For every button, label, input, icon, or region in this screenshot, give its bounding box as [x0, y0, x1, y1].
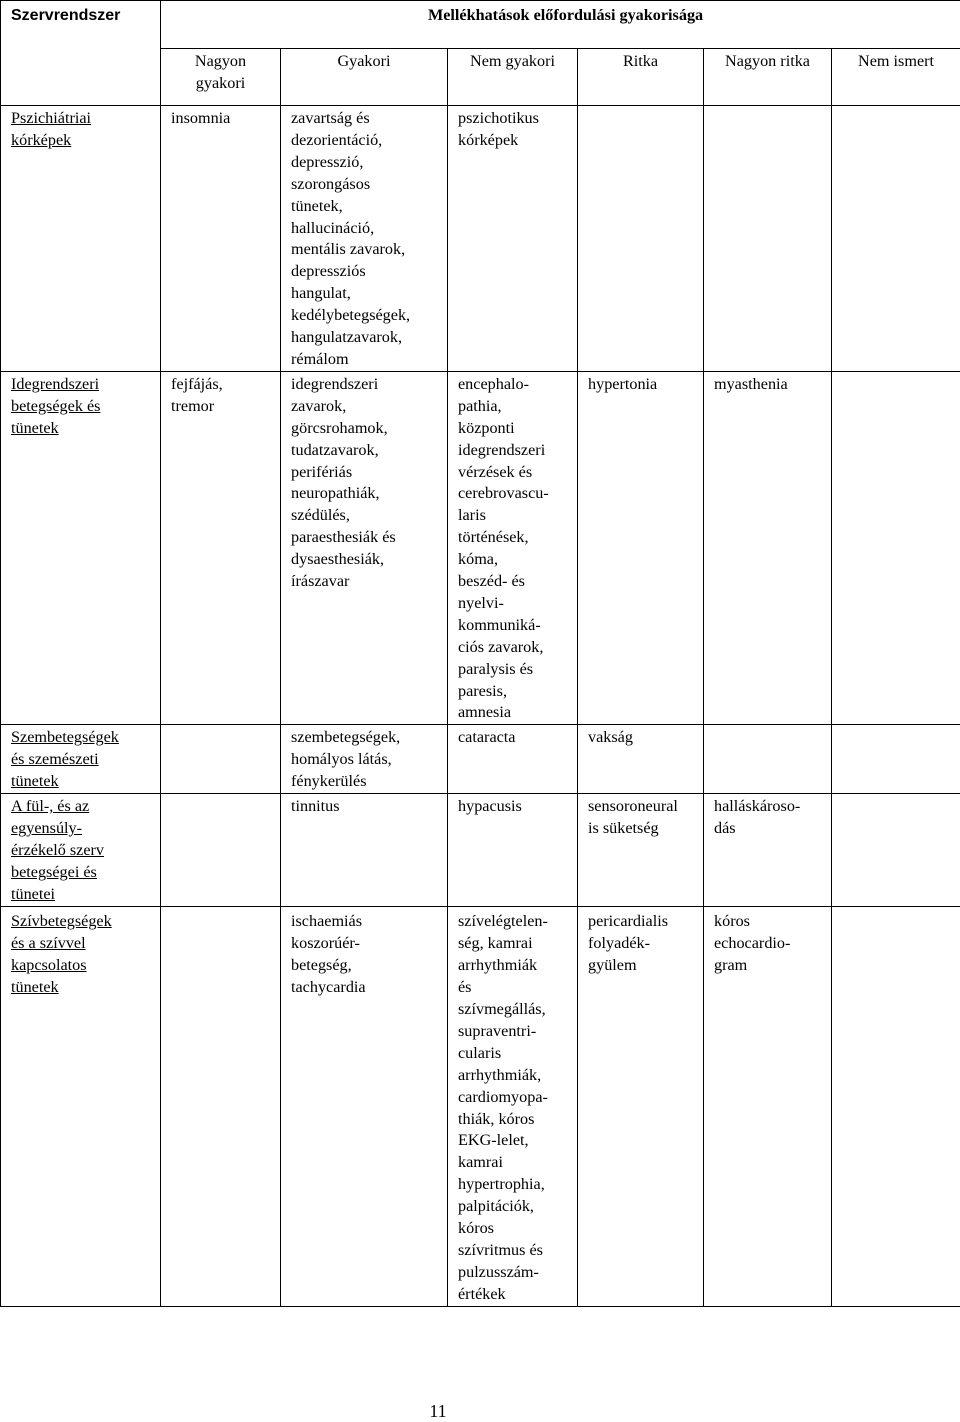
col-header-very-rare: Nagyon ritka — [704, 49, 832, 106]
cell-rare — [578, 106, 704, 372]
table-row — [1, 794, 960, 907]
cell-uncommon: pszichotikus kórképek — [448, 106, 578, 372]
cell-very-rare: halláskároso- dás — [704, 794, 832, 907]
system-header-spacer — [1, 49, 161, 106]
cell-rare: pericardialis folyadék- gyülem — [578, 907, 704, 1306]
cell-rare: vakság — [578, 725, 704, 794]
cell-very-common: insomnia — [161, 106, 281, 372]
table-row — [1, 106, 960, 372]
col-header-unknown: Nem ismert — [832, 49, 960, 106]
system-cell: Szembetegségek és szemészeti tünetek — [1, 725, 161, 794]
cell-uncommon: szívelégtelen- ség, kamrai arrhythmiák és szívmegállás, supraventri- cularis arrhythmiák, cardiomyopa- thiák, kóros EKG-lelet, kamrai hypertrophia, palpitációk, kóros szívritmus és pulzusszám- értékek — [448, 907, 578, 1306]
cell-unknown — [832, 725, 960, 794]
cell-very-common — [161, 725, 281, 794]
system-column-header: Szervrendszer — [1, 1, 161, 49]
cell-rare: sensoroneural is süketség — [578, 794, 704, 907]
cell-common: szembetegségek, homályos látás, fénykerülés — [281, 725, 448, 794]
system-cell: Idegrendszeri betegségek és tünetek — [1, 371, 161, 725]
cell-unknown — [832, 794, 960, 907]
cell-very-rare: myasthenia — [704, 371, 832, 725]
cell-very-common — [161, 794, 281, 907]
cell-very-common — [161, 907, 281, 1306]
col-header-uncommon: Nem gyakori — [448, 49, 578, 106]
table-row — [1, 371, 960, 725]
system-cell: Szívbetegségek és a szívvel kapcsolatos tünetek — [1, 907, 161, 1306]
table-row — [1, 725, 960, 794]
frequency-header: Mellékhatások előfordulási gyakorisága — [161, 1, 960, 49]
cell-rare: hypertonia — [578, 371, 704, 725]
page-number: 11 — [0, 1400, 918, 1422]
col-header-rare: Ritka — [578, 49, 704, 106]
cell-common: tinnitus — [281, 794, 448, 907]
cell-uncommon: encephalo- pathia, központi idegrendszeri vérzések és cerebrovascu- laris történések, kóma, beszéd- és nyelvi- kommuniká- ciós zavarok, paralysis és paresis, amnesia — [448, 371, 578, 725]
cell-very-rare — [704, 106, 832, 372]
col-header-common: Gyakori — [281, 49, 448, 106]
cell-very-rare — [704, 725, 832, 794]
system-cell: Pszichiátriai kórképek — [1, 106, 161, 372]
system-cell: A fül-, és az egyensúly- érzékelő szerv betegségei és tünetei — [1, 794, 161, 907]
cell-uncommon: cataracta — [448, 725, 578, 794]
table-row — [1, 907, 960, 1306]
col-header-very-common: Nagyon gyakori — [161, 49, 281, 106]
cell-common: zavartság és dezorientáció, depresszió, szorongásos tünetek, hallucináció, mentális zavarok, depressziós hangulat, kedélybetegségek, hangulatzavarok, rémálom — [281, 106, 448, 372]
cell-unknown — [832, 907, 960, 1306]
cell-very-rare: kóros echocardio- gram — [704, 907, 832, 1306]
cell-very-common: fejfájás, tremor — [161, 371, 281, 725]
cell-uncommon: hypacusis — [448, 794, 578, 907]
cell-common: ischaemiás koszorúér- betegség, tachycardia — [281, 907, 448, 1306]
cell-unknown — [832, 371, 960, 725]
cell-unknown — [832, 106, 960, 372]
cell-common: idegrendszeri zavarok, görcsrohamok, tudatzavarok, perifériás neuropathiák, szédülés, paraesthesiák és dysaesthesiák, írászavar — [281, 371, 448, 725]
